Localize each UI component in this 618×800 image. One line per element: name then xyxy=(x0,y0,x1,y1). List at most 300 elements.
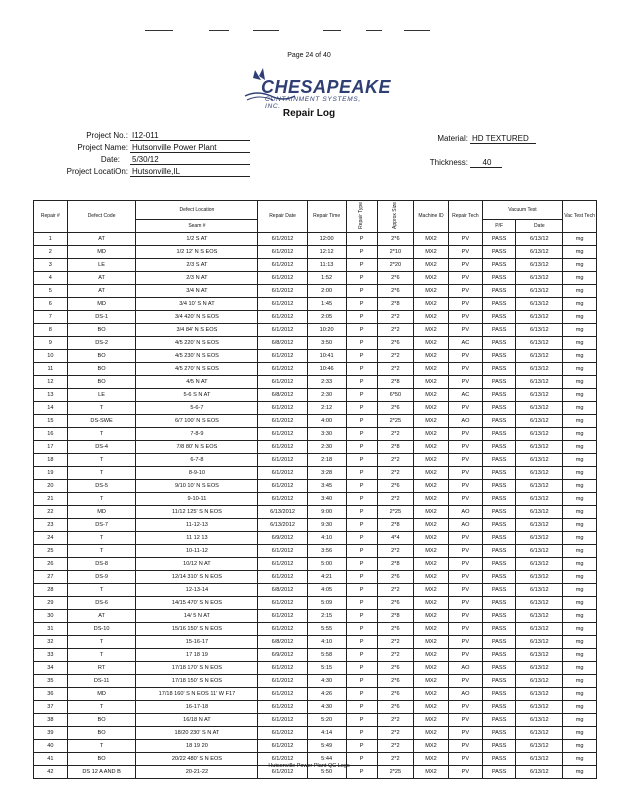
cell-vac-date: 6/13/12 xyxy=(516,415,563,428)
cell-repair-tech: PV xyxy=(449,298,483,311)
cell-vac-pf: PASS xyxy=(482,493,516,506)
table-row xyxy=(34,298,597,311)
cell-seam: 11/12 125' S N EOS xyxy=(136,506,258,519)
cell-approx-size: 2*6 xyxy=(377,272,413,285)
cell-repair-time: 4:21 xyxy=(307,571,346,584)
cell-vac-date: 6/13/12 xyxy=(516,623,563,636)
cell-repair-tech: PV xyxy=(449,350,483,363)
cell-vac-tech: mg xyxy=(563,675,597,688)
cell-seam: 16/18 N AT xyxy=(136,714,258,727)
table-row xyxy=(34,337,597,350)
cell-machine-id: MX2 xyxy=(414,246,449,259)
cell-seam: 14/15 470' S N EOS xyxy=(136,597,258,610)
cell-repair-time: 12:12 xyxy=(307,246,346,259)
cell-repair-no: 29 xyxy=(34,597,68,610)
cell-vac-tech: mg xyxy=(563,688,597,701)
cell-vac-date: 6/13/12 xyxy=(516,545,563,558)
cell-defect-code: MD xyxy=(67,506,136,519)
cell-repair-tech: PV xyxy=(449,233,483,246)
header-approx-size-label: Approx Size xyxy=(391,201,398,229)
cell-defect-code: DS-5 xyxy=(67,480,136,493)
cell-repair-no: 12 xyxy=(34,376,68,389)
cell-repair-time: 5:50 xyxy=(307,766,346,779)
header-machine-id: Machine ID xyxy=(414,201,449,233)
cell-repair-date: 6/1/2012 xyxy=(258,571,307,584)
table-row xyxy=(34,649,597,662)
cell-vac-date: 6/13/12 xyxy=(516,402,563,415)
cell-repair-no: 18 xyxy=(34,454,68,467)
cell-seam: 17/18 150' S N EOS xyxy=(136,675,258,688)
header-vacuum-test: Vacuum Test xyxy=(482,201,562,220)
table-row xyxy=(34,363,597,376)
cell-vac-pf: PASS xyxy=(482,428,516,441)
cell-repair-tech: PV xyxy=(449,727,483,740)
cell-repair-tech: PV xyxy=(449,701,483,714)
cell-seam: 8-9-10 xyxy=(136,467,258,480)
cell-seam: 14/ 5 N AT xyxy=(136,610,258,623)
cell-repair-tech: PV xyxy=(449,272,483,285)
cell-seam: 16-17-18 xyxy=(136,701,258,714)
cell-approx-size: 2*25 xyxy=(377,415,413,428)
cell-seam: 4/5 270' N S EOS xyxy=(136,363,258,376)
cell-vac-date: 6/13/12 xyxy=(516,753,563,766)
cell-seam: 3/4 84' N S EOS xyxy=(136,324,258,337)
cell-repair-type: P xyxy=(346,454,377,467)
cell-repair-date: 6/1/2012 xyxy=(258,662,307,675)
cell-machine-id: MX2 xyxy=(414,727,449,740)
cell-repair-date: 6/1/2012 xyxy=(258,402,307,415)
cell-repair-date: 6/1/2012 xyxy=(258,376,307,389)
cell-repair-date: 6/8/2012 xyxy=(258,584,307,597)
cell-approx-size: 2*6 xyxy=(377,701,413,714)
table-row xyxy=(34,376,597,389)
cell-vac-tech: mg xyxy=(563,246,597,259)
cell-repair-no: 2 xyxy=(34,246,68,259)
cell-defect-code: T xyxy=(67,467,136,480)
cell-repair-date: 6/1/2012 xyxy=(258,428,307,441)
cell-repair-time: 5:15 xyxy=(307,662,346,675)
table-row xyxy=(34,311,597,324)
cell-vac-pf: PASS xyxy=(482,467,516,480)
cell-seam: 10-11-12 xyxy=(136,545,258,558)
cell-repair-tech: PV xyxy=(449,285,483,298)
cell-repair-no: 30 xyxy=(34,610,68,623)
cell-machine-id: MX2 xyxy=(414,571,449,584)
cell-repair-time: 11:13 xyxy=(307,259,346,272)
cell-repair-no: 42 xyxy=(34,766,68,779)
cell-repair-no: 10 xyxy=(34,350,68,363)
table-row xyxy=(34,480,597,493)
cell-repair-date: 6/1/2012 xyxy=(258,714,307,727)
cell-repair-no: 3 xyxy=(34,259,68,272)
table-row xyxy=(34,493,597,506)
cell-approx-size: 2*25 xyxy=(377,766,413,779)
cell-defect-code: DS-10 xyxy=(67,623,136,636)
cell-seam: 11-12-13 xyxy=(136,519,258,532)
cell-repair-date: 6/13/2012 xyxy=(258,506,307,519)
cell-repair-time: 5:58 xyxy=(307,649,346,662)
table-row xyxy=(34,610,597,623)
cell-approx-size: 6*50 xyxy=(377,389,413,402)
cell-repair-type: P xyxy=(346,441,377,454)
cell-repair-no: 6 xyxy=(34,298,68,311)
cell-vac-pf: PASS xyxy=(482,740,516,753)
cell-repair-no: 15 xyxy=(34,415,68,428)
cell-seam: 2/3 N AT xyxy=(136,272,258,285)
cell-approx-size: 2*6 xyxy=(377,662,413,675)
cell-approx-size: 2*25 xyxy=(377,506,413,519)
header-repair-tech: Repair Tech xyxy=(449,201,483,233)
cell-repair-tech: PV xyxy=(449,766,483,779)
cell-seam: 7/8 80' N S EOS xyxy=(136,441,258,454)
cell-seam: 2/3 S AT xyxy=(136,259,258,272)
cell-approx-size: 2*8 xyxy=(377,441,413,454)
cell-approx-size: 2*6 xyxy=(377,402,413,415)
cell-approx-size: 2*8 xyxy=(377,558,413,571)
table-row xyxy=(34,454,597,467)
header-approx-size xyxy=(377,201,413,233)
cell-repair-tech: PV xyxy=(449,441,483,454)
cell-defect-code: MD xyxy=(67,688,136,701)
table-row xyxy=(34,285,597,298)
cell-repair-time: 4:30 xyxy=(307,675,346,688)
cell-repair-type: P xyxy=(346,467,377,480)
cell-vac-date: 6/13/12 xyxy=(516,272,563,285)
cell-defect-code: DS-6 xyxy=(67,597,136,610)
cell-vac-pf: PASS xyxy=(482,636,516,649)
cell-repair-type: P xyxy=(346,389,377,402)
table-row xyxy=(34,532,597,545)
table-row xyxy=(34,428,597,441)
cell-repair-type: P xyxy=(346,350,377,363)
table-row xyxy=(34,519,597,532)
cell-repair-date: 6/1/2012 xyxy=(258,727,307,740)
cell-repair-tech: PV xyxy=(449,246,483,259)
cell-vac-tech: mg xyxy=(563,324,597,337)
cell-vac-date: 6/13/12 xyxy=(516,467,563,480)
cell-vac-tech: mg xyxy=(563,480,597,493)
cell-repair-no: 32 xyxy=(34,636,68,649)
cell-vac-date: 6/13/12 xyxy=(516,701,563,714)
cell-repair-type: P xyxy=(346,324,377,337)
cell-vac-tech: mg xyxy=(563,623,597,636)
cell-seam: 12/14 310' S N EOS xyxy=(136,571,258,584)
cell-repair-date: 6/1/2012 xyxy=(258,259,307,272)
cell-vac-date: 6/13/12 xyxy=(516,428,563,441)
cell-repair-type: P xyxy=(346,337,377,350)
cell-repair-date: 6/8/2012 xyxy=(258,337,307,350)
cell-vac-tech: mg xyxy=(563,519,597,532)
cell-seam: 4/5 220' N S EOS xyxy=(136,337,258,350)
cell-repair-time: 10:20 xyxy=(307,324,346,337)
cell-repair-type: P xyxy=(346,753,377,766)
cell-approx-size: 2*8 xyxy=(377,298,413,311)
cell-approx-size: 2*8 xyxy=(377,376,413,389)
cell-vac-tech: mg xyxy=(563,727,597,740)
cell-repair-no: 21 xyxy=(34,493,68,506)
cell-approx-size: 2*2 xyxy=(377,740,413,753)
cell-repair-type: P xyxy=(346,688,377,701)
cell-repair-type: P xyxy=(346,701,377,714)
table-row xyxy=(34,675,597,688)
cell-seam: 7-8-9 xyxy=(136,428,258,441)
cell-repair-type: P xyxy=(346,610,377,623)
cell-approx-size: 2*2 xyxy=(377,493,413,506)
cell-machine-id: MX2 xyxy=(414,558,449,571)
table-row xyxy=(34,714,597,727)
cell-machine-id: MX2 xyxy=(414,233,449,246)
cell-machine-id: MX2 xyxy=(414,675,449,688)
cell-seam: 20/22 480' S N EOS xyxy=(136,753,258,766)
cell-machine-id: MX2 xyxy=(414,389,449,402)
table-row xyxy=(34,701,597,714)
cell-repair-type: P xyxy=(346,519,377,532)
cell-approx-size: 2*6 xyxy=(377,571,413,584)
cell-defect-code: AT xyxy=(67,272,136,285)
cell-repair-time: 4:14 xyxy=(307,727,346,740)
cell-repair-type: P xyxy=(346,766,377,779)
cell-repair-no: 4 xyxy=(34,272,68,285)
cell-vac-pf: PASS xyxy=(482,402,516,415)
cell-repair-time: 2:30 xyxy=(307,389,346,402)
cell-repair-type: P xyxy=(346,675,377,688)
cell-repair-tech: PV xyxy=(449,428,483,441)
cell-defect-code: T xyxy=(67,428,136,441)
cell-vac-date: 6/13/12 xyxy=(516,662,563,675)
cell-defect-code: LE xyxy=(67,389,136,402)
cell-repair-no: 11 xyxy=(34,363,68,376)
header-repair-date: Repair Date xyxy=(258,201,307,233)
cell-vac-tech: mg xyxy=(563,337,597,350)
logo-tagline: CONTAINMENT SYSTEMS, INC. xyxy=(265,96,361,110)
cell-machine-id: MX2 xyxy=(414,623,449,636)
cell-repair-time: 5:20 xyxy=(307,714,346,727)
cell-seam: 9-10-11 xyxy=(136,493,258,506)
cell-approx-size: 2*6 xyxy=(377,337,413,350)
cell-repair-date: 6/1/2012 xyxy=(258,415,307,428)
cell-defect-code: DS-8 xyxy=(67,558,136,571)
table-row xyxy=(34,636,597,649)
cell-vac-date: 6/13/12 xyxy=(516,584,563,597)
table-row xyxy=(34,272,597,285)
cell-machine-id: MX2 xyxy=(414,324,449,337)
table-row xyxy=(34,571,597,584)
cell-repair-type: P xyxy=(346,662,377,675)
cell-repair-no: 36 xyxy=(34,688,68,701)
cell-defect-code: MD xyxy=(67,246,136,259)
cell-repair-time: 4:05 xyxy=(307,584,346,597)
cell-vac-date: 6/13/12 xyxy=(516,649,563,662)
cell-approx-size: 2*2 xyxy=(377,649,413,662)
cell-vac-tech: mg xyxy=(563,402,597,415)
cell-defect-code: T xyxy=(67,636,136,649)
cell-vac-tech: mg xyxy=(563,350,597,363)
cell-seam: 10/12 N AT xyxy=(136,558,258,571)
cell-repair-tech: PV xyxy=(449,532,483,545)
cell-seam: 3/4 N AT xyxy=(136,285,258,298)
table-row xyxy=(34,597,597,610)
cell-vac-pf: PASS xyxy=(482,545,516,558)
cell-repair-time: 2:30 xyxy=(307,441,346,454)
cell-repair-time: 1:52 xyxy=(307,272,346,285)
cell-defect-code: BO xyxy=(67,727,136,740)
cell-defect-code: T xyxy=(67,493,136,506)
cell-vac-tech: mg xyxy=(563,467,597,480)
cell-repair-no: 27 xyxy=(34,571,68,584)
cell-repair-no: 8 xyxy=(34,324,68,337)
cell-approx-size: 2*2 xyxy=(377,727,413,740)
header-vac-date: Date xyxy=(516,220,563,233)
cell-repair-type: P xyxy=(346,545,377,558)
cell-vac-pf: PASS xyxy=(482,311,516,324)
cell-repair-type: P xyxy=(346,727,377,740)
cell-repair-date: 6/1/2012 xyxy=(258,233,307,246)
cell-repair-time: 2:12 xyxy=(307,402,346,415)
project-name-label: Project Name: xyxy=(77,143,128,152)
cell-repair-type: P xyxy=(346,506,377,519)
header-repair-no: Repair # xyxy=(34,201,68,233)
cell-machine-id: MX2 xyxy=(414,337,449,350)
cell-vac-pf: PASS xyxy=(482,246,516,259)
cell-seam: 3/4 420' N S EOS xyxy=(136,311,258,324)
cell-repair-date: 6/1/2012 xyxy=(258,272,307,285)
cell-approx-size: 2*8 xyxy=(377,610,413,623)
cell-repair-date: 6/8/2012 xyxy=(258,636,307,649)
cell-repair-tech: AO xyxy=(449,519,483,532)
cell-defect-code: DS-1 xyxy=(67,311,136,324)
cell-repair-time: 3:30 xyxy=(307,428,346,441)
cell-repair-time: 4:26 xyxy=(307,688,346,701)
cell-vac-date: 6/13/12 xyxy=(516,259,563,272)
cell-vac-date: 6/13/12 xyxy=(516,688,563,701)
cell-repair-time: 4:10 xyxy=(307,636,346,649)
cell-vac-pf: PASS xyxy=(482,233,516,246)
cell-repair-type: P xyxy=(346,597,377,610)
cell-vac-date: 6/13/12 xyxy=(516,350,563,363)
cell-repair-no: 16 xyxy=(34,428,68,441)
cell-seam: 20-21-22 xyxy=(136,766,258,779)
cell-repair-no: 23 xyxy=(34,519,68,532)
header-seam-no: Seam # xyxy=(136,220,258,233)
cell-repair-time: 4:10 xyxy=(307,532,346,545)
cell-repair-date: 6/1/2012 xyxy=(258,623,307,636)
cell-repair-tech: PV xyxy=(449,571,483,584)
cell-machine-id: MX2 xyxy=(414,597,449,610)
cell-seam: 12-13-14 xyxy=(136,584,258,597)
cell-repair-tech: AO xyxy=(449,662,483,675)
cell-repair-no: 19 xyxy=(34,467,68,480)
cell-vac-date: 6/13/12 xyxy=(516,298,563,311)
cell-vac-date: 6/13/12 xyxy=(516,376,563,389)
cell-defect-code: T xyxy=(67,701,136,714)
cell-repair-time: 5:49 xyxy=(307,740,346,753)
cell-vac-date: 6/13/12 xyxy=(516,454,563,467)
cell-repair-date: 6/1/2012 xyxy=(258,246,307,259)
cell-repair-date: 6/8/2012 xyxy=(258,389,307,402)
cell-defect-code: BO xyxy=(67,363,136,376)
cell-repair-type: P xyxy=(346,233,377,246)
cell-vac-tech: mg xyxy=(563,311,597,324)
cell-repair-date: 6/1/2012 xyxy=(258,740,307,753)
cell-repair-tech: PV xyxy=(449,493,483,506)
cell-vac-tech: mg xyxy=(563,506,597,519)
cell-repair-type: P xyxy=(346,272,377,285)
cell-seam: 18/20 230' S N AT xyxy=(136,727,258,740)
cell-vac-date: 6/13/12 xyxy=(516,558,563,571)
cell-approx-size: 2*2 xyxy=(377,311,413,324)
cell-approx-size: 2*6 xyxy=(377,675,413,688)
cell-vac-pf: PASS xyxy=(482,753,516,766)
cell-machine-id: MX2 xyxy=(414,545,449,558)
cell-repair-tech: AO xyxy=(449,688,483,701)
cell-defect-code: T xyxy=(67,545,136,558)
cell-repair-type: P xyxy=(346,740,377,753)
project-no-value: I12-011 xyxy=(130,131,250,141)
cell-vac-date: 6/13/12 xyxy=(516,311,563,324)
cell-vac-date: 6/13/12 xyxy=(516,597,563,610)
cell-repair-no: 14 xyxy=(34,402,68,415)
cell-repair-date: 6/1/2012 xyxy=(258,545,307,558)
cell-defect-code: DS-2 xyxy=(67,337,136,350)
cell-repair-date: 6/1/2012 xyxy=(258,350,307,363)
cell-repair-type: P xyxy=(346,285,377,298)
cell-machine-id: MX2 xyxy=(414,584,449,597)
cell-repair-time: 2:15 xyxy=(307,610,346,623)
cell-vac-tech: mg xyxy=(563,558,597,571)
project-info xyxy=(0,0,618,190)
header-pf: P/F xyxy=(482,220,516,233)
cell-vac-pf: PASS xyxy=(482,558,516,571)
cell-seam: 3/4 10' S N AT xyxy=(136,298,258,311)
cell-defect-code: T xyxy=(67,740,136,753)
cell-repair-date: 6/1/2012 xyxy=(258,324,307,337)
cell-vac-pf: PASS xyxy=(482,623,516,636)
cell-machine-id: MX2 xyxy=(414,610,449,623)
cell-machine-id: MX2 xyxy=(414,454,449,467)
cell-vac-tech: mg xyxy=(563,259,597,272)
cell-vac-date: 6/13/12 xyxy=(516,363,563,376)
cell-repair-time: 1:45 xyxy=(307,298,346,311)
cell-defect-code: RT xyxy=(67,662,136,675)
cell-repair-type: P xyxy=(346,714,377,727)
cell-repair-no: 13 xyxy=(34,389,68,402)
cell-repair-type: P xyxy=(346,246,377,259)
cell-vac-tech: mg xyxy=(563,532,597,545)
cell-repair-date: 6/1/2012 xyxy=(258,480,307,493)
cell-repair-time: 4:30 xyxy=(307,701,346,714)
cell-vac-tech: mg xyxy=(563,415,597,428)
table-row xyxy=(34,467,597,480)
cell-vac-tech: mg xyxy=(563,376,597,389)
cell-vac-date: 6/13/12 xyxy=(516,532,563,545)
date-label: Date: xyxy=(100,155,120,164)
cell-repair-tech: PV xyxy=(449,558,483,571)
cell-repair-no: 9 xyxy=(34,337,68,350)
cell-machine-id: MX2 xyxy=(414,467,449,480)
material-value: HD TEXTURED xyxy=(470,134,536,144)
cell-seam: 17 18 19 xyxy=(136,649,258,662)
cell-repair-no: 5 xyxy=(34,285,68,298)
cell-machine-id: MX2 xyxy=(414,753,449,766)
cell-repair-type: P xyxy=(346,623,377,636)
cell-repair-tech: PV xyxy=(449,480,483,493)
cell-vac-pf: PASS xyxy=(482,766,516,779)
cell-machine-id: MX2 xyxy=(414,766,449,779)
cell-vac-date: 6/13/12 xyxy=(516,441,563,454)
cell-defect-code: T xyxy=(67,532,136,545)
cell-repair-time: 3:45 xyxy=(307,480,346,493)
cell-repair-no: 33 xyxy=(34,649,68,662)
